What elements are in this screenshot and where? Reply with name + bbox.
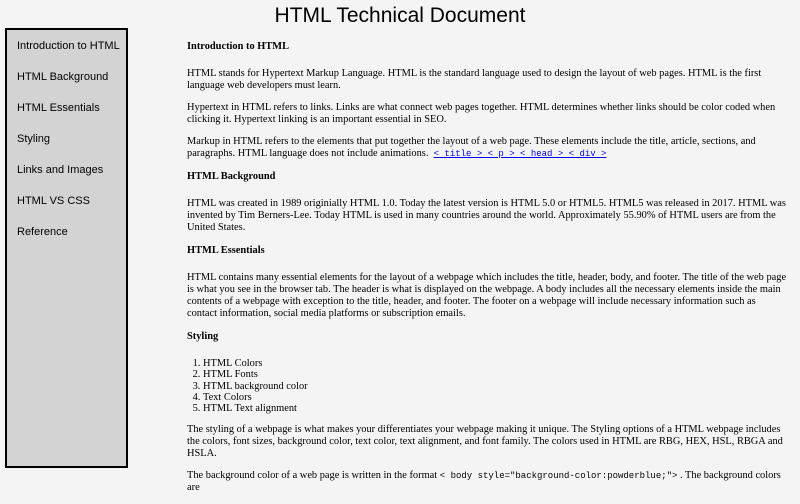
section-background (187, 170, 787, 234)
sidebar-item-background[interactable]: HTML Background (17, 71, 109, 83)
code-snippet: < body style="background-color:powderblue;"> (439, 471, 678, 482)
list-item: 2. HTML Fonts (203, 369, 787, 380)
paragraph: HTML contains many essential elements for the layout of a webpage which includes the title, header, body, and footer. The title of the web page is what you see in the browser tab. The header is what is displayed on the webpage. A body includes all the necessary elements inside the main contents of a webpage with exception to the title, header, and footer. The footer on a webpage will include necessary information such as contact information, social media platforms or subscription emails. (187, 272, 787, 319)
section-heading: HTML Background (187, 171, 276, 182)
tag-examples-link[interactable]: < title > < p > < head > < div > (433, 149, 607, 159)
list-item: 5. HTML Text alignment (203, 403, 787, 414)
sidebar-item-reference[interactable]: Reference (17, 226, 68, 238)
paragraph: HTML was created in 1989 originially HTML 1.0. Today the latest version is HTML 5.0 or HTML5. HTML5 was released in 2017. HTML was invented by Tim Berners-Lee. Today HTML is used in many countries around the world. Approximately 55.90% of HTML users are from the United States. (187, 198, 786, 233)
section-heading: HTML Essentials (187, 245, 265, 256)
paragraph (187, 470, 787, 494)
paragraph (187, 136, 787, 160)
page-title: HTML Technical Document (274, 4, 526, 27)
section-styling (187, 330, 787, 494)
main-content (187, 40, 787, 504)
section-heading: Introduction to HTML (187, 41, 289, 52)
section-heading: Styling (187, 331, 219, 342)
sidebar-item-html-vs-css[interactable]: HTML VS CSS (17, 195, 90, 207)
list-item: 3. HTML background color (203, 381, 787, 392)
paragraph: The styling of a webpage is what makes your differentiates your webpage making it unique. The Styling options of a HTML webpage includes the colors, font sizes, background color, text color, text alignment, and font family. The colors used in HTML are RBG, HEX, HSL, RBGA and HSLA. (187, 424, 783, 460)
sidebar-item-links-and-images[interactable]: Links and Images (17, 164, 104, 176)
sidebar-item-essentials[interactable]: HTML Essentials (17, 102, 100, 114)
sidebar-item-styling[interactable]: Styling (17, 133, 51, 145)
sidebar-item-introduction[interactable]: Introduction to HTML (17, 40, 120, 52)
sidebar-nav (5, 28, 128, 468)
list-item: 1. HTML Colors (203, 358, 787, 369)
section-introduction (187, 40, 787, 160)
paragraph-text: Markup in HTML refers to the elements that put together the layout of a web page. These elements include the title, article, sections, and paragraphs. HTML language does not include animations. (187, 136, 756, 159)
paragraph-text: The background color of a web page is written in the format (187, 470, 438, 482)
paragraph-text: . The background colors are (187, 470, 781, 494)
list-item: 4. Text Colors (203, 392, 787, 403)
paragraph: Hypertext in HTML refers to links. Links are what connect web pages together. HTML determines whether links should be color coded when clicking it. Hypertext linking is an important essential in SEO. (187, 102, 776, 125)
section-essentials (187, 244, 787, 320)
paragraph: HTML stands for Hypertext Markup Language. HTML is the standard language used to design the layout of web pages. HTML is the first language web developers must learn. (187, 68, 762, 91)
styling-list (187, 358, 787, 414)
